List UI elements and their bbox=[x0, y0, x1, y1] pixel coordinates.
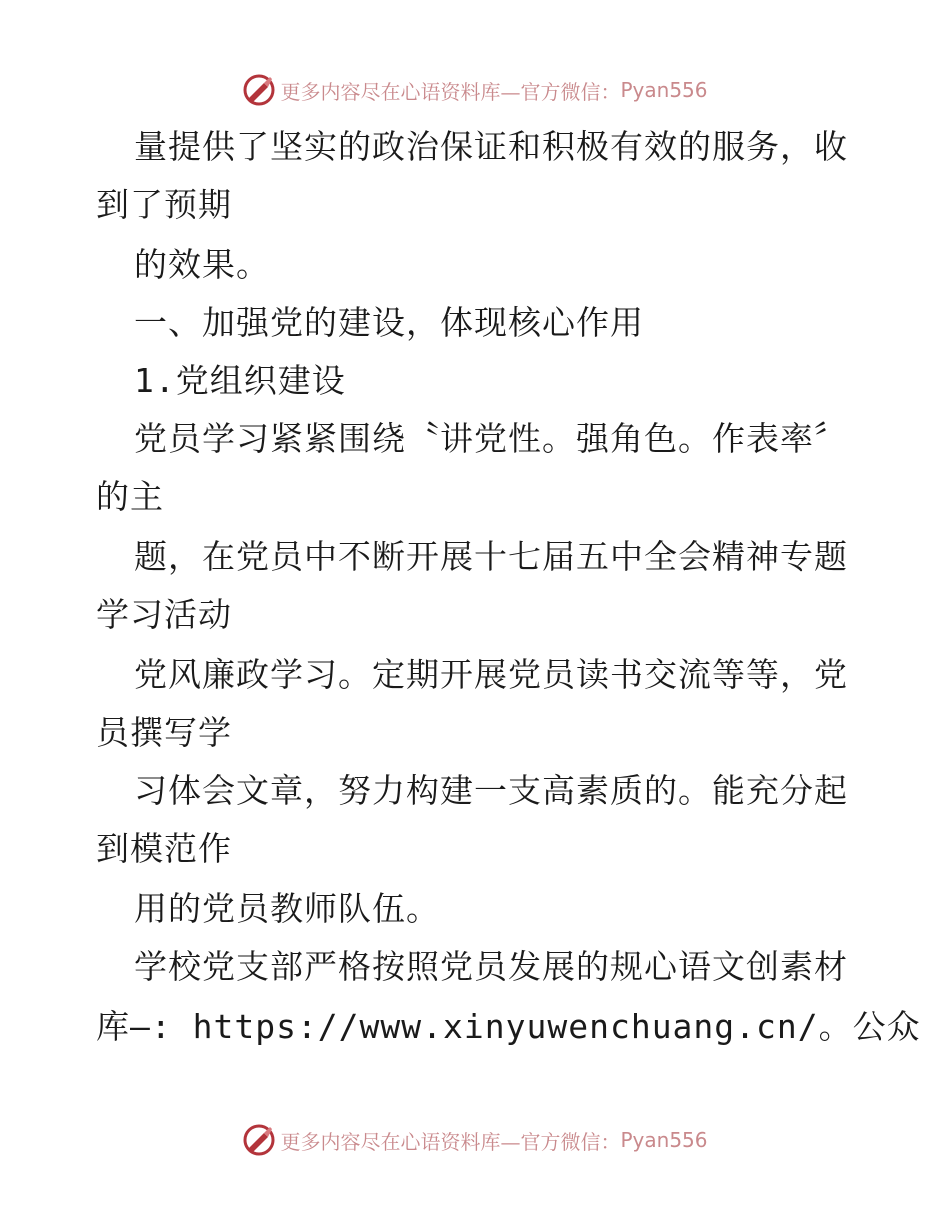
body-line: 员撰写学 bbox=[96, 713, 232, 752]
body-line: 学校党支部严格按照党员发展的规心语文创素材 bbox=[134, 947, 848, 986]
body-line: 到了预期 bbox=[96, 185, 232, 224]
body-line: 习体会文章，努力构建一支高素质的。能充分起 bbox=[134, 771, 848, 810]
body-line: 量提供了坚实的政治保证和积极有效的服务，收 bbox=[134, 127, 848, 166]
body-line: 用的党员教师队伍。 bbox=[134, 889, 440, 928]
header-banner-text: 更多内容尽在心语资料库—官方微信： bbox=[280, 79, 621, 104]
footer-watermark-banner bbox=[0, 1118, 950, 1162]
body-line: 学习活动 bbox=[96, 595, 232, 634]
body-line: 的效果。 bbox=[134, 245, 270, 284]
footer-banner-text: 更多内容尽在心语资料库—官方微信： bbox=[280, 1129, 621, 1154]
subsection-heading: 1.党组织建设 bbox=[134, 361, 346, 400]
footer-banner-id: Pyan556 bbox=[620, 1128, 708, 1152]
pen-logo-icon bbox=[242, 1123, 276, 1157]
body-line: 的主 bbox=[96, 477, 164, 516]
body-line: 党风廉政学习。定期开展党员读书交流等等，党 bbox=[134, 655, 848, 694]
body-line: 题，在党员中不断开展十七届五中全会精神专题 bbox=[134, 537, 848, 576]
header-watermark-banner bbox=[0, 68, 950, 112]
body-line: 到模范作 bbox=[96, 829, 232, 868]
section-heading: 一、加强党的建设，体现核心作用 bbox=[134, 303, 644, 342]
pen-logo-icon bbox=[242, 73, 276, 107]
body-line: 党员学习紧紧围绕〝讲党性。强角色。作表率〞 bbox=[134, 419, 848, 458]
header-banner-id: Pyan556 bbox=[620, 78, 708, 102]
body-line: 库—: https://www.xinyuwenchuang.cn/。公众 bbox=[96, 1007, 921, 1046]
